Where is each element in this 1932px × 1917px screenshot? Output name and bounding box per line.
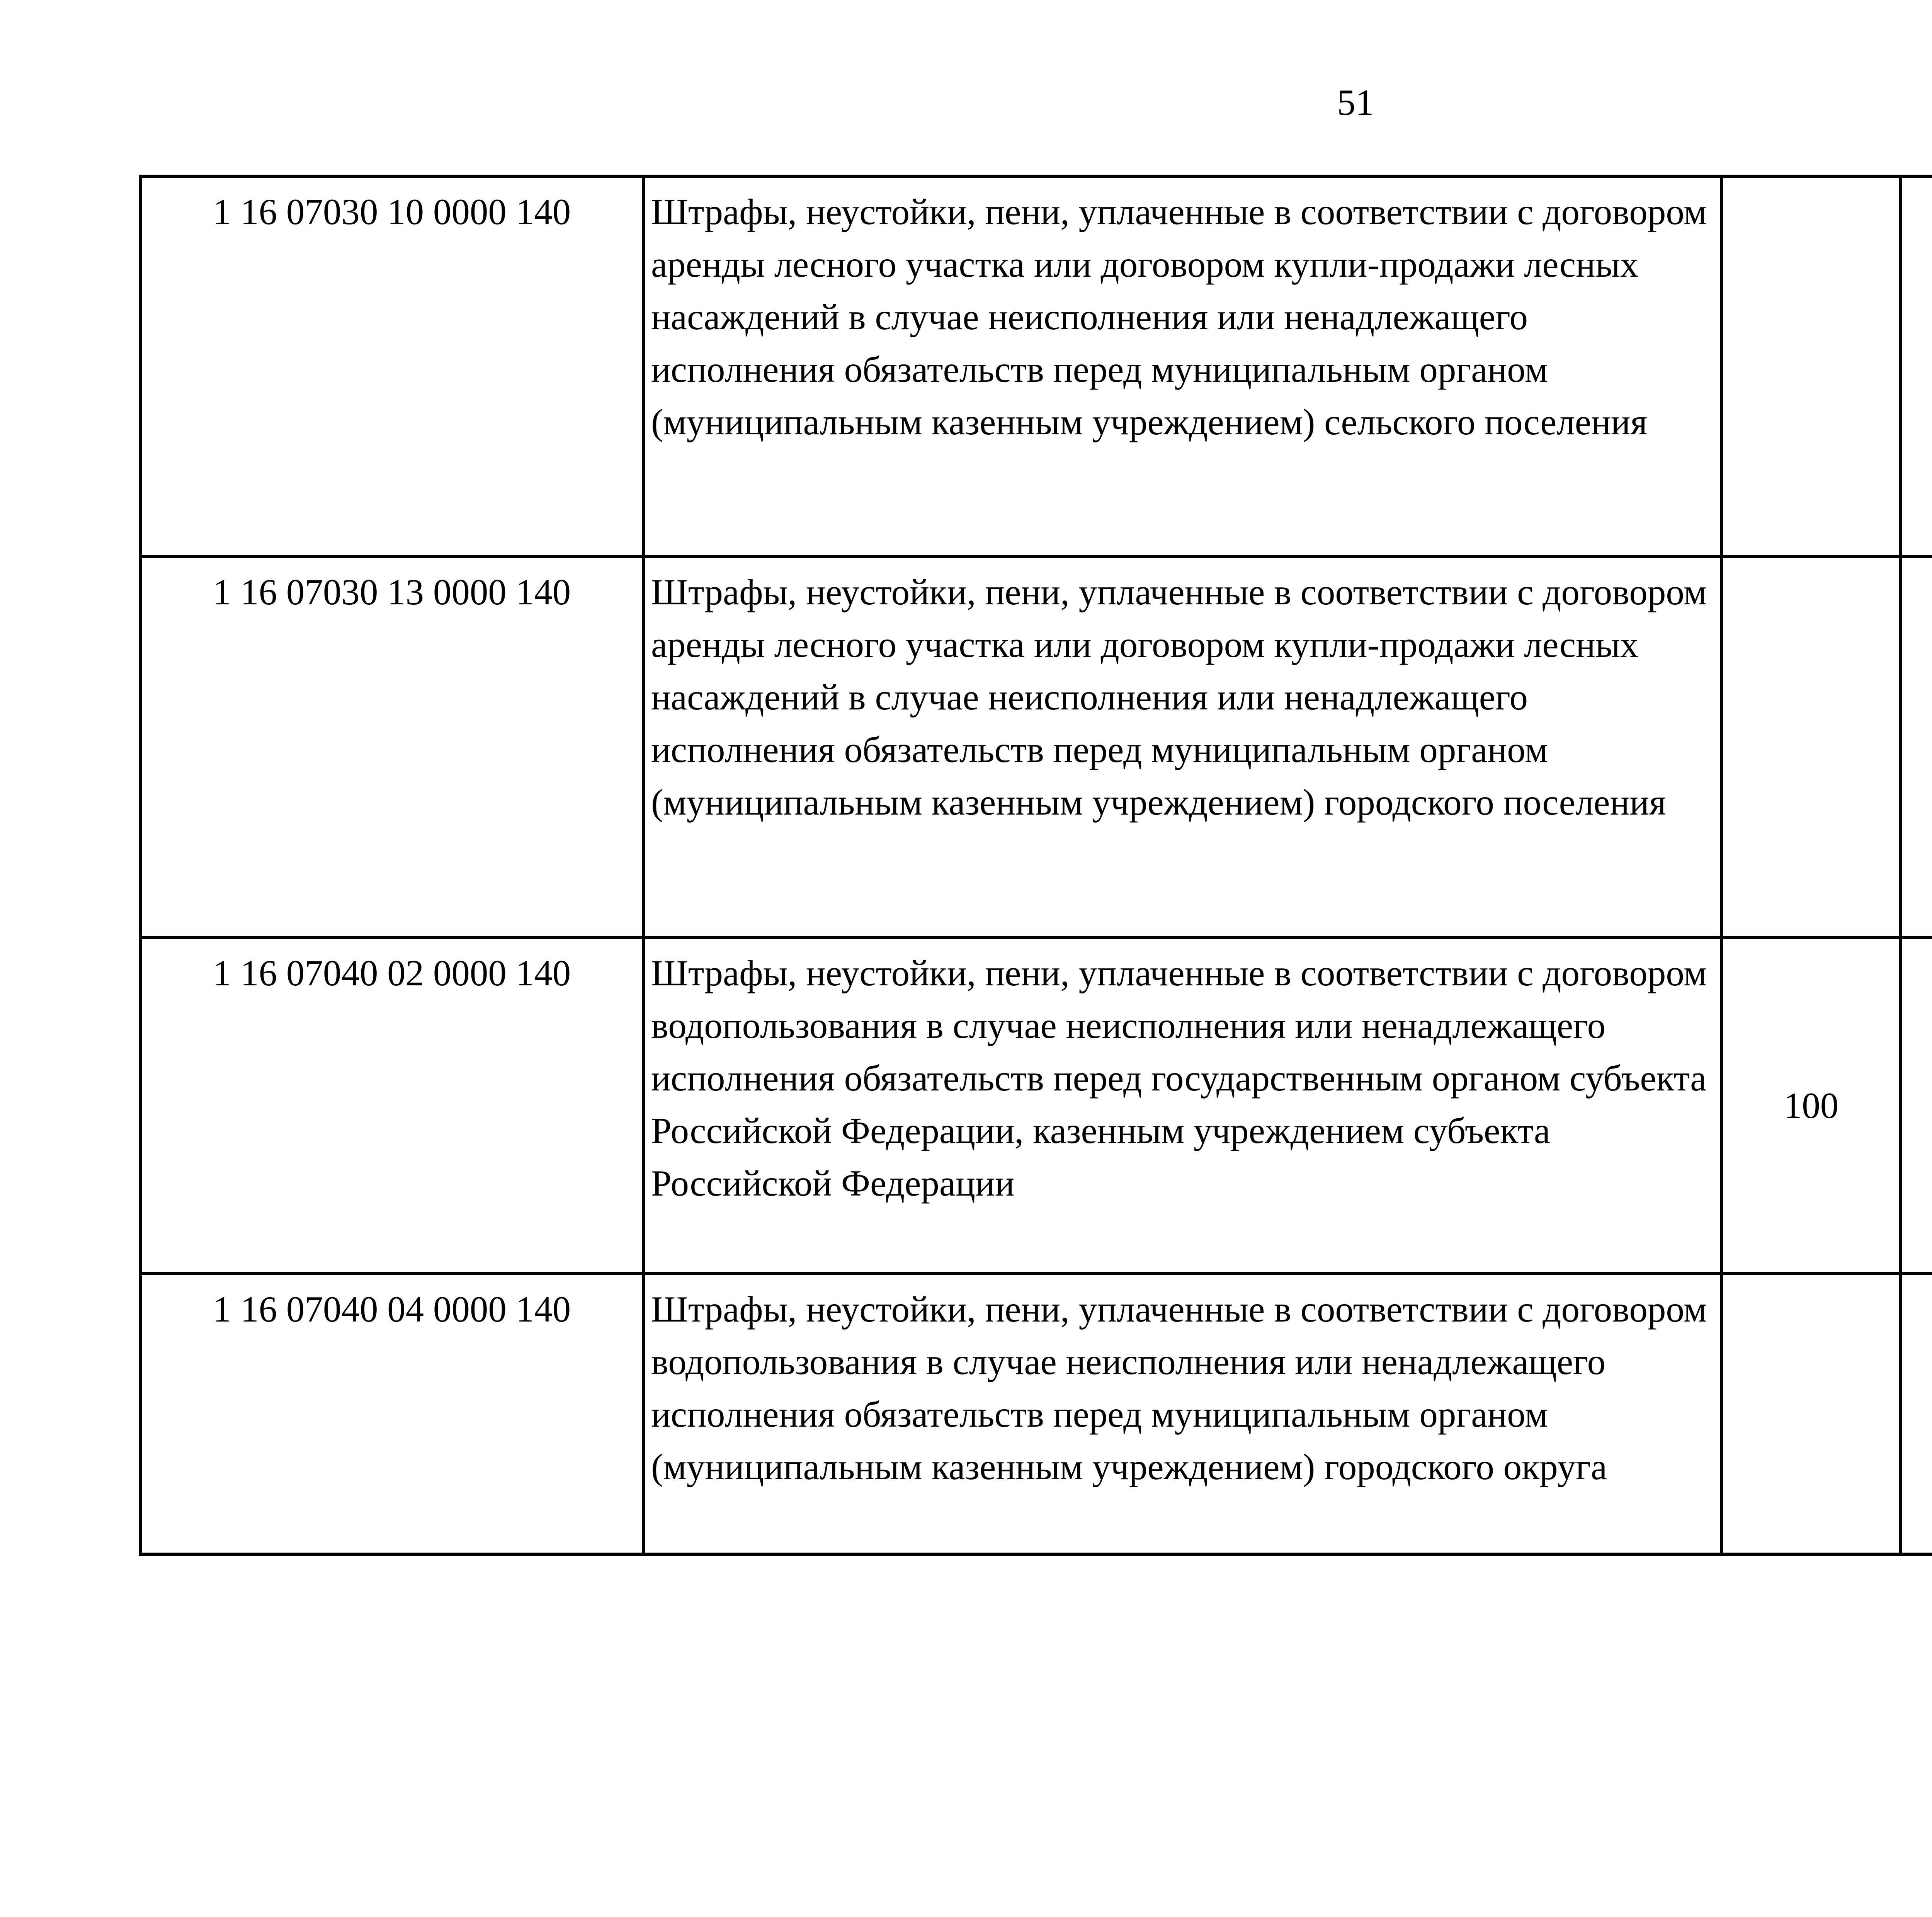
description-cell: Штрафы, неустойки, пени, уплаченные в соответствии с договором водопользования в случае неисполнения или ненадлежащего исполнения обязательств перед муниципальным органом (муниципальным казенным учреждением) городского округа bbox=[643, 1274, 1721, 1554]
description-cell: Штрафы, неустойки, пени, уплаченные в соответствии с договором аренды лесного участка или договором купли-продажи лесных насаждений в случае неисполнения или ненадлежащего исполнения обязательств перед муниципальным органом (муниципальным казенным учреждением) городского поселения bbox=[643, 556, 1721, 937]
page-number: 51 bbox=[1337, 82, 1374, 123]
budget-code-cell: 1 16 07040 02 0000 140 bbox=[140, 937, 643, 1274]
description-cell: Штрафы, неустойки, пени, уплаченные в соответствии с договором аренды лесного участка или договором купли-продажи лесных насаждений в случае неисполнения или ненадлежащего исполнения обязательств перед муниципальным органом (муниципальным казенным учреждением) сельского поселения bbox=[643, 176, 1721, 556]
value-cell: 100 bbox=[1721, 937, 1901, 1274]
description-cell: Штрафы, неустойки, пени, уплаченные в соответствии с договором водопользования в случае неисполнения или ненадлежащего исполнения обязательств перед государственным органом субъекта Российской Федерации, казенным учреждением субъекта Российской Федерации bbox=[643, 937, 1721, 1274]
table-row bbox=[140, 937, 1932, 1274]
budget-code-cell: 1 16 07040 04 0000 140 bbox=[140, 1274, 643, 1554]
value-cell bbox=[1901, 937, 1932, 1274]
budget-code-cell: 1 16 07030 10 0000 140 bbox=[140, 176, 643, 556]
value-cell bbox=[1901, 1274, 1932, 1554]
value-cell bbox=[1721, 176, 1901, 556]
table-row bbox=[140, 176, 1932, 556]
value-cell bbox=[1901, 556, 1932, 937]
budget-code-cell: 1 16 07030 13 0000 140 bbox=[140, 556, 643, 937]
value-cell bbox=[1901, 176, 1932, 556]
table-row bbox=[140, 556, 1932, 937]
table-row bbox=[140, 1274, 1932, 1554]
value-cell bbox=[1721, 556, 1901, 937]
value-cell bbox=[1721, 1274, 1901, 1554]
revenue-distribution-table bbox=[139, 175, 1932, 1556]
